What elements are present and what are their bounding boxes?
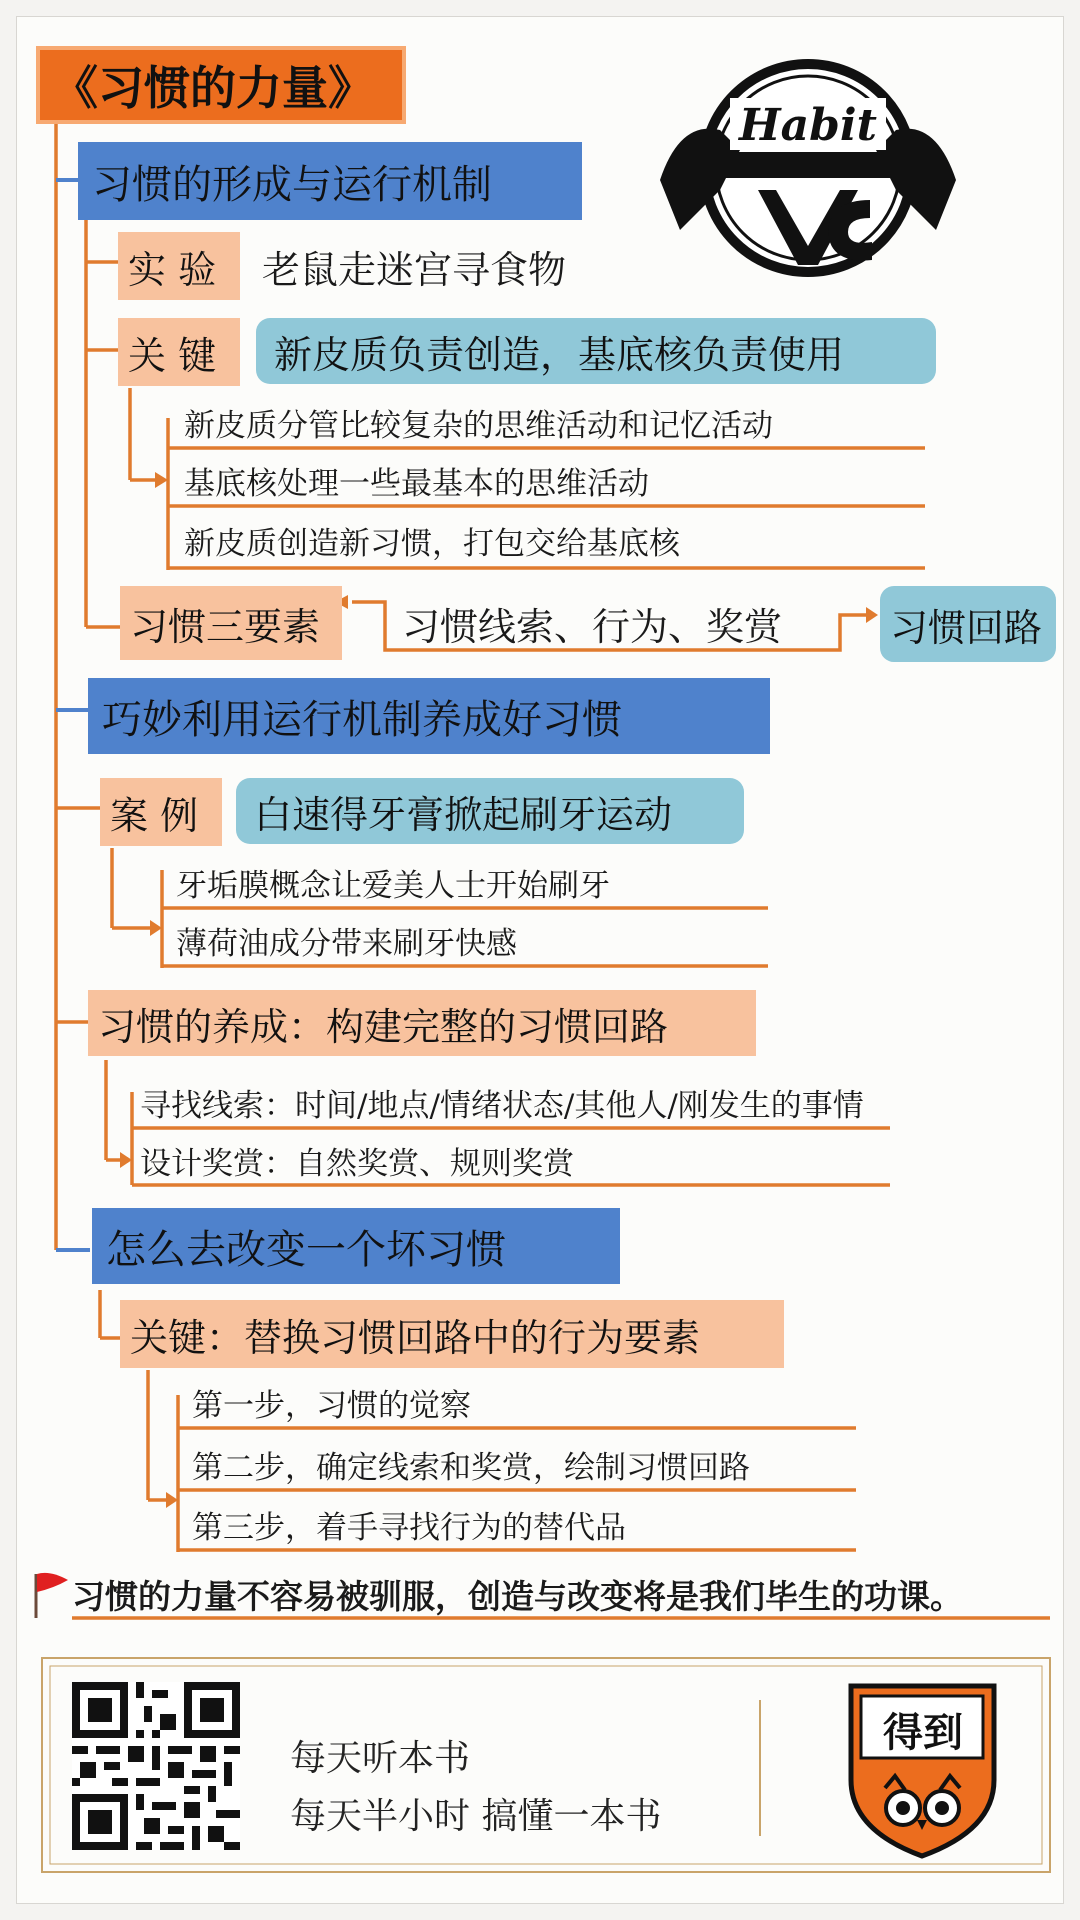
book-title: 《习惯的力量》 <box>36 46 406 124</box>
habit-build-tag: 习惯的养成：构建完整的习惯回路 <box>88 990 756 1056</box>
build-item-1: 寻找线索：时间/地点/情绪状态/其他人/刚发生的事情 <box>140 1087 864 1124</box>
promo-line-2: 每天半小时 搞懂一本书 <box>290 1796 662 1837</box>
three-elements-text: 习惯线索、行为、奖赏 <box>402 604 783 649</box>
experiment-text: 老鼠走迷宫寻食物 <box>262 247 567 292</box>
key-summary: 新皮质负责创造，基底核负责使用 <box>256 318 936 384</box>
key-item-2: 基底核处理一些最基本的思维活动 <box>184 465 649 502</box>
change-key-tag: 关键：替换习惯回路中的行为要素 <box>120 1300 784 1368</box>
case-tag: 案 例 <box>100 778 222 846</box>
section-formation-title: 习惯的形成与运行机制 <box>78 142 582 220</box>
experiment-tag: 实 验 <box>118 232 240 300</box>
step-2: 第二步，确定线索和奖赏，绘制习惯回路 <box>192 1449 750 1486</box>
promo-line-1: 每天听本书 <box>290 1738 471 1779</box>
step-3: 第三步，着手寻找行为的替代品 <box>192 1509 626 1546</box>
key-item-3: 新皮质创造新习惯，打包交给基底核 <box>184 525 680 562</box>
footer-note: 习惯的力量不容易被驯服，创造与改变将是我们毕生的功课。 <box>72 1576 963 1616</box>
key-tag: 关 键 <box>118 318 240 386</box>
case-item-2: 薄荷油成分带来刷牙快感 <box>176 925 517 962</box>
case-item-1: 牙垢膜概念让爱美人士开始刷牙 <box>176 867 610 904</box>
section-bad-habit-title: 怎么去改变一个坏习惯 <box>92 1208 620 1284</box>
three-elements-tag: 习惯三要素 <box>120 586 342 660</box>
red-flag-icon <box>28 1568 72 1620</box>
section-good-habit-title: 巧妙利用运行机制养成好习惯 <box>88 678 770 754</box>
key-item-1: 新皮质分管比较复杂的思维活动和记忆活动 <box>184 407 773 444</box>
habit-dumbbell-logo-icon <box>650 50 960 280</box>
brand-name: 得到 <box>883 1708 963 1756</box>
step-1: 第一步，习惯的觉察 <box>192 1387 471 1424</box>
build-item-2: 设计奖赏：自然奖赏、规则奖赏 <box>140 1145 574 1182</box>
habit-loop-badge: 习惯回路 <box>880 586 1056 662</box>
case-summary: 白速得牙膏掀起刷牙运动 <box>236 778 744 844</box>
qr-code-icon <box>72 1682 240 1850</box>
logo-text: Habit <box>739 100 877 151</box>
